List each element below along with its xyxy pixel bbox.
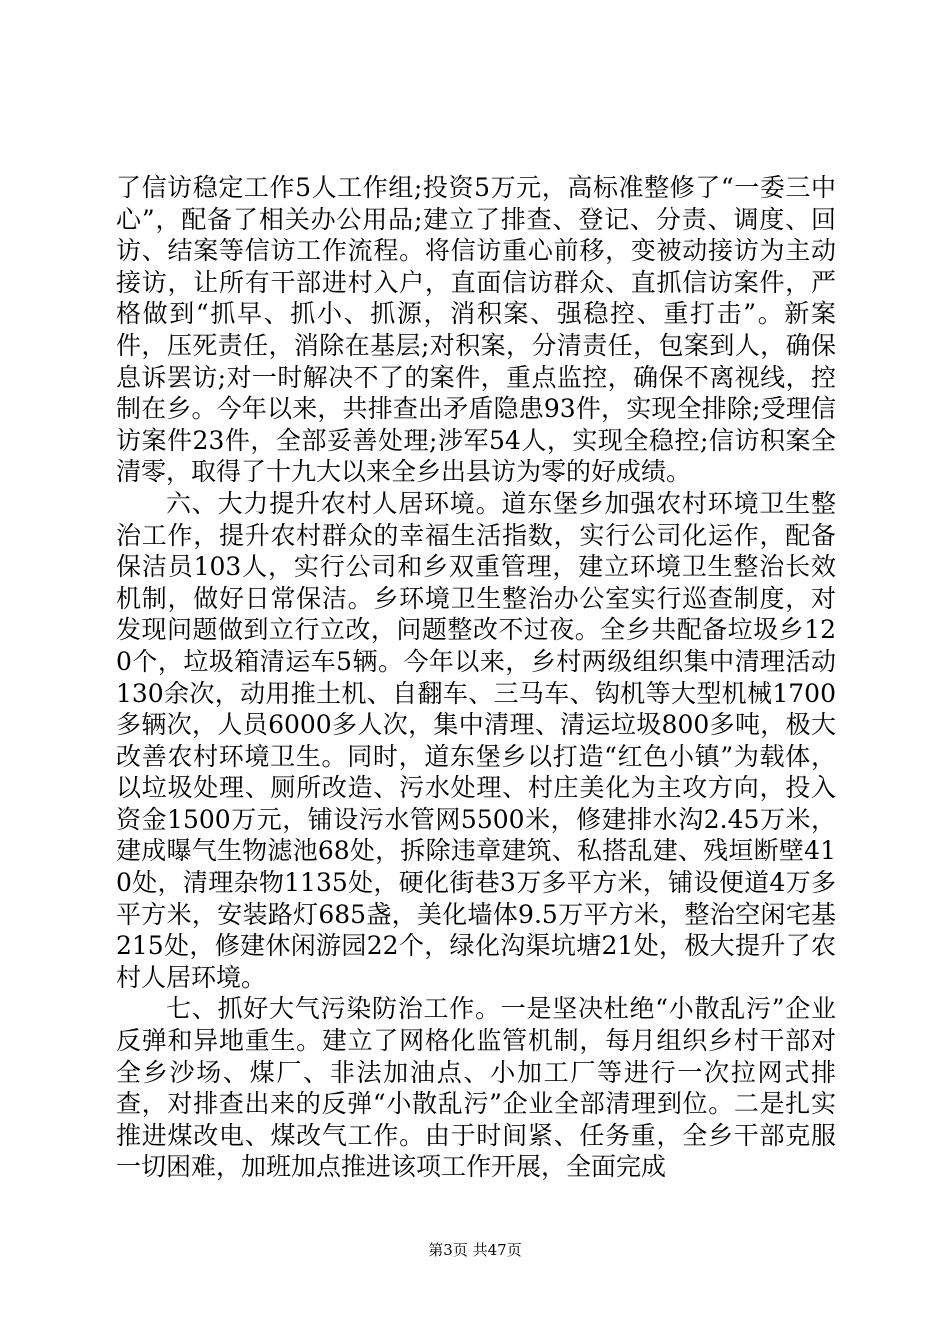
page-number-footer: 第3页 共47页 xyxy=(428,1241,522,1259)
paragraph-petition-work: 了信访稳定工作5人工作组;投资5万元，高标准整修了“一委三中心”，配备了相关办公用品;建立了排查、登记、分责、调度、回访、结案等信访工作流程。将信访重心前移，变被动接访为主动接访，让所有干部进村入户，直面信访群众、直抓信访案件，严格做到“抓早、抓小、抓源，消积案、强稳控、重打击”。新案件，压死责任，消除在基层;对积案，分清责任，包案到人，确保息诉罢访;对一时解决不了的案件，重点监控，确保不离视线，控制在乡。今年以来，共排查出矛盾隐患93件，实现全排除;受理信访案件23件，全部妥善处理;涉军54人，实现全稳控;信访积案全清零，取得了十九大以来全乡出县访为零的好成绩。 xyxy=(116,173,836,487)
paragraph-air-pollution: 七、抓好大气污染防治工作。一是坚决杜绝“小散乱污”企业反弹和异地重生。建立了网格化监管机制，每月组织乡村干部对全乡沙场、煤厂、非法加油点、小加工厂等进行一次拉网式排查，对排查出来的反弹“小散乱污”企业全部清理到位。二是扎实推进煤改电、煤改气工作。由于时间紧、任务重，全乡干部克服一切困难，加班加点推进该项工作开展，全面完成 xyxy=(116,994,836,1182)
paragraph-rural-environment: 六、大力提升农村人居环境。道东堡乡加强农村环境卫生整治工作，提升农村群众的幸福生活指数，实行公司化运作，配备保洁员103人，实行公司和乡双重管理，建立环境卫生整治长效机制，做好日常保洁。乡环境卫生整治办公室实行巡查制度，对发现问题做到立行立改，问题整改不过夜。全乡共配备垃圾乡120个，垃圾箱清运车5辆。今年以来，乡村两级组织集中清理活动130余次，动用推土机、自翻车、三马车、钩机等大型机械1700多辆次，人员6000多人次，集中清理、清运垃圾800多吨，极大改善农村环境卫生。同时，道东堡乡以打造“红色小镇”为载体，以垃圾处理、厕所改造、污水处理、村庄美化为主攻方向，投入资金1500万元，铺设污水管网5500米，修建排水沟2.45万米，建成曝气生物滤池68处，拆除违章建筑、私搭乱建、残垣断壁410处，清理杂物1135处，硬化街巷3万多平方米，铺设便道4万多平方米，安装路灯685盏，美化墙体9.5万平方米，整治空闲宅基215处，修建休闲游园22个，绿化沟渠坑塘21处，极大提升了农村人居环境。 xyxy=(116,488,836,992)
body-text xyxy=(116,172,836,1183)
